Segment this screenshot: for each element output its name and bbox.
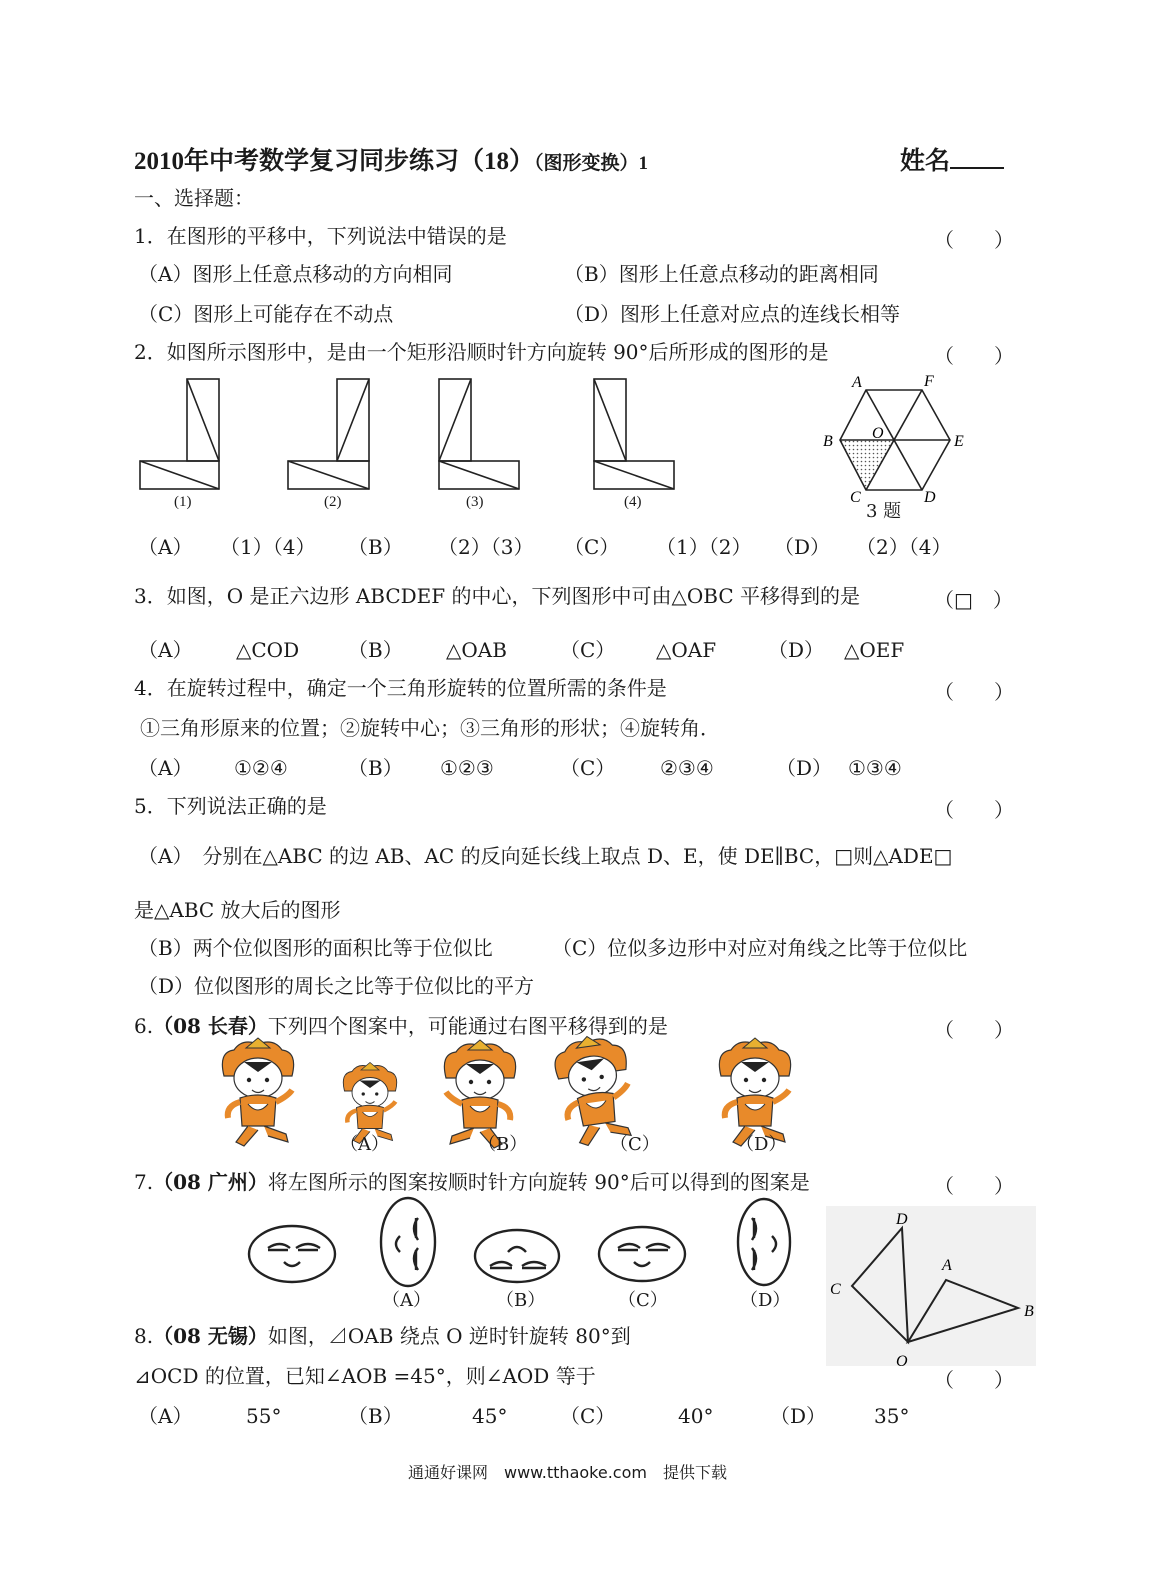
q4-conditions: ①三角形原来的位置；②旋转中心；③三角形的形状；④旋转角．	[140, 716, 720, 740]
q3-opt-b-value: △OAB	[446, 638, 507, 662]
q4-opt-c-letter: （C）	[560, 756, 616, 780]
q1-option-b: （B）图形上任意点移动的距离相同	[564, 262, 879, 286]
q7-stem-line	[134, 1170, 810, 1194]
q6-label-a: （A）	[340, 1134, 389, 1155]
q4-answer-paren[interactable]: （ ）	[934, 680, 1014, 704]
q4-opt-a-letter: （A）	[138, 756, 193, 780]
q5-answer-paren[interactable]: （ ）	[934, 798, 1014, 822]
q1-stem: 1．在图形的平移中，下列说法中错误的是	[134, 224, 507, 248]
page-footer: 通通好课网 www.tthaoke.com 提供下载	[408, 1463, 727, 1482]
hex-label-d: D	[924, 489, 936, 506]
q6-stem-line	[134, 1014, 668, 1038]
q2-figure-1	[140, 379, 219, 489]
q2-opt-d-letter: （D）	[774, 535, 831, 559]
name-blank[interactable]	[950, 145, 1004, 169]
q8-label-a: A	[942, 1257, 952, 1274]
q8-opt-d-letter: （D）	[770, 1404, 827, 1428]
q8-opt-c-value: 40°	[678, 1404, 714, 1428]
q7-stem: 将左图所示的图案按顺时针方向旋转 90°后可以得到的图案是	[267, 1170, 810, 1194]
q7-face-d	[738, 1199, 790, 1285]
q1-option-d: （D）图形上任意对应点的连线长相等	[564, 302, 901, 326]
q8-stem: 如图，⊿OAB 绕点 O 逆时针旋转 80°到	[267, 1324, 631, 1348]
q4-opt-a-value: ①②④	[234, 756, 288, 780]
hexagon-caption: 3 题	[866, 501, 902, 522]
q2-fig-label-4: (4)	[624, 494, 642, 510]
q5-stem: 5．下列说法正确的是	[134, 794, 327, 818]
q8-opt-b-letter: （B）	[348, 1404, 403, 1428]
q8-stem-cont: ⊿OCD 的位置，已知∠AOB =45°，则∠AOD 等于	[134, 1364, 596, 1388]
q7-label-b: （B）	[496, 1290, 546, 1311]
q6-label-b: （B）	[478, 1134, 528, 1155]
q6-label-c: （C）	[610, 1134, 660, 1155]
q3-opt-a-letter: （A）	[138, 638, 193, 662]
q3-opt-c-value: △OAF	[656, 638, 717, 662]
q6-number: 6.	[134, 1014, 154, 1038]
page-title	[134, 141, 648, 177]
q2-fig-label-3: (3)	[466, 494, 484, 510]
q2-opt-b-value: （2）（3）	[438, 535, 534, 559]
q3-opt-d-value: △OEF	[844, 638, 905, 662]
q6-stem: 下列四个图案中，可能通过右图平移得到的是	[267, 1014, 668, 1038]
name-label: 姓名	[900, 148, 951, 175]
q7-face-a	[381, 1198, 435, 1286]
q8-source-tag: （08 无锡）	[153, 1324, 268, 1348]
q8-label-c: C	[830, 1281, 841, 1298]
q7-number: 7.	[134, 1170, 154, 1194]
q2-opt-d-value: （2）（4）	[856, 535, 952, 559]
q8-number: 8.	[134, 1324, 154, 1348]
q2-answer-paren[interactable]: （ ）	[934, 344, 1014, 368]
q8-label-o: O	[896, 1353, 908, 1370]
q8-opt-d-value: 35°	[874, 1404, 910, 1428]
hex-label-a: A	[852, 374, 862, 391]
hex-label-c: C	[850, 489, 861, 506]
title-sub: （图形变换）1	[534, 153, 649, 174]
q7-face-c	[599, 1227, 685, 1281]
q8-answer-paren[interactable]: （ ）	[934, 1368, 1014, 1392]
q7-answer-paren[interactable]: （ ）	[934, 1174, 1014, 1198]
q3-opt-c-letter: （C）	[560, 638, 616, 662]
q2-opt-a-letter: （A）	[138, 535, 193, 559]
q6-answer-paren[interactable]: （ ）	[934, 1018, 1014, 1042]
q2-opt-c-value: （1）（2）	[656, 535, 752, 559]
q7-label-c: （C）	[618, 1290, 668, 1311]
q2-opt-a-value: （1）（4）	[220, 535, 316, 559]
q1-answer-paren[interactable]: （ ）	[934, 228, 1014, 252]
hex-label-f: F	[924, 373, 934, 390]
q8-label-d: D	[896, 1211, 908, 1228]
q5-option-a: （A） 分别在△ABC 的边 AB、AC 的反向延长线上取点 D、E，使 DE∥BC，□则△ADE□	[138, 844, 953, 868]
q3-opt-d-letter: （D）	[768, 638, 825, 662]
q6-mascot-original	[222, 1038, 293, 1146]
q4-stem: 4．在旋转过程中，确定一个三角形旋转的位置所需的条件是	[134, 676, 667, 700]
q8-label-b: B	[1024, 1303, 1034, 1320]
q2-figure-3	[439, 379, 519, 489]
q3-opt-b-letter: （B）	[348, 638, 403, 662]
q8-opt-a-letter: （A）	[138, 1404, 193, 1428]
q3-answer-paren[interactable]: （□ ）	[934, 588, 1013, 612]
section-heading: 一、选择题：	[134, 186, 254, 210]
q2-fig-label-2: (2)	[324, 494, 342, 510]
q8-figure	[826, 1206, 1046, 1376]
q2-opt-c-letter: （C）	[564, 535, 620, 559]
q5-option-d: （D）位似图形的周长之比等于位似比的平方	[138, 974, 535, 998]
q4-opt-d-value: ①③④	[848, 756, 902, 780]
title-main: 2010年中考数学复习同步练习（18）	[134, 148, 535, 175]
q8-stem-line	[134, 1324, 631, 1348]
q7-source-tag: （08 广州）	[153, 1170, 268, 1194]
q2-opt-b-letter: （B）	[348, 535, 403, 559]
q8-opt-c-letter: （C）	[560, 1404, 616, 1428]
q2-stem: 2．如图所示图形中，是由一个矩形沿顺时针方向旋转 90°后所形成的图形的是	[134, 340, 829, 364]
q3-stem: 3．如图，O 是正六边形 ABCDEF 的中心，下列图形中可由△OBC 平移得到的是	[134, 584, 861, 608]
q2-fig-label-1: (1)	[174, 494, 192, 510]
q4-opt-b-letter: （B）	[348, 756, 403, 780]
q5-option-b: （B）两个位似图形的面积比等于位似比	[138, 936, 493, 960]
q7-label-a: （A）	[382, 1290, 431, 1311]
q7-face-original	[249, 1226, 335, 1282]
q3-opt-a-value: △COD	[236, 638, 300, 662]
q8-opt-b-value: 45°	[472, 1404, 508, 1428]
q7-label-d: （D）	[740, 1290, 791, 1311]
hex-label-o: O	[872, 425, 884, 442]
hex-label-b: B	[823, 433, 833, 450]
q7-face-b	[475, 1230, 559, 1282]
q2-figure-4	[594, 379, 674, 489]
q4-opt-b-value: ①②③	[440, 756, 494, 780]
q5-option-a-cont: 是△ABC 放大后的图形	[134, 898, 341, 922]
q1-option-c: （C）图形上可能存在不动点	[138, 302, 394, 326]
q2-figures	[130, 372, 690, 512]
name-field	[900, 141, 1004, 177]
q6-source-tag: （08 长春）	[153, 1014, 268, 1038]
hex-label-e: E	[954, 433, 964, 450]
hexagon-figure	[820, 372, 970, 512]
q8-opt-a-value: 55°	[246, 1404, 282, 1428]
q4-opt-d-letter: （D）	[776, 756, 833, 780]
q4-opt-c-value: ②③④	[660, 756, 714, 780]
q5-option-c: （C）位似多边形中对应对角线之比等于位似比	[552, 936, 968, 960]
q6-label-d: （D）	[736, 1134, 787, 1155]
q2-figure-2	[288, 379, 369, 489]
q1-option-a: （A）图形上任意点移动的方向相同	[138, 262, 453, 286]
